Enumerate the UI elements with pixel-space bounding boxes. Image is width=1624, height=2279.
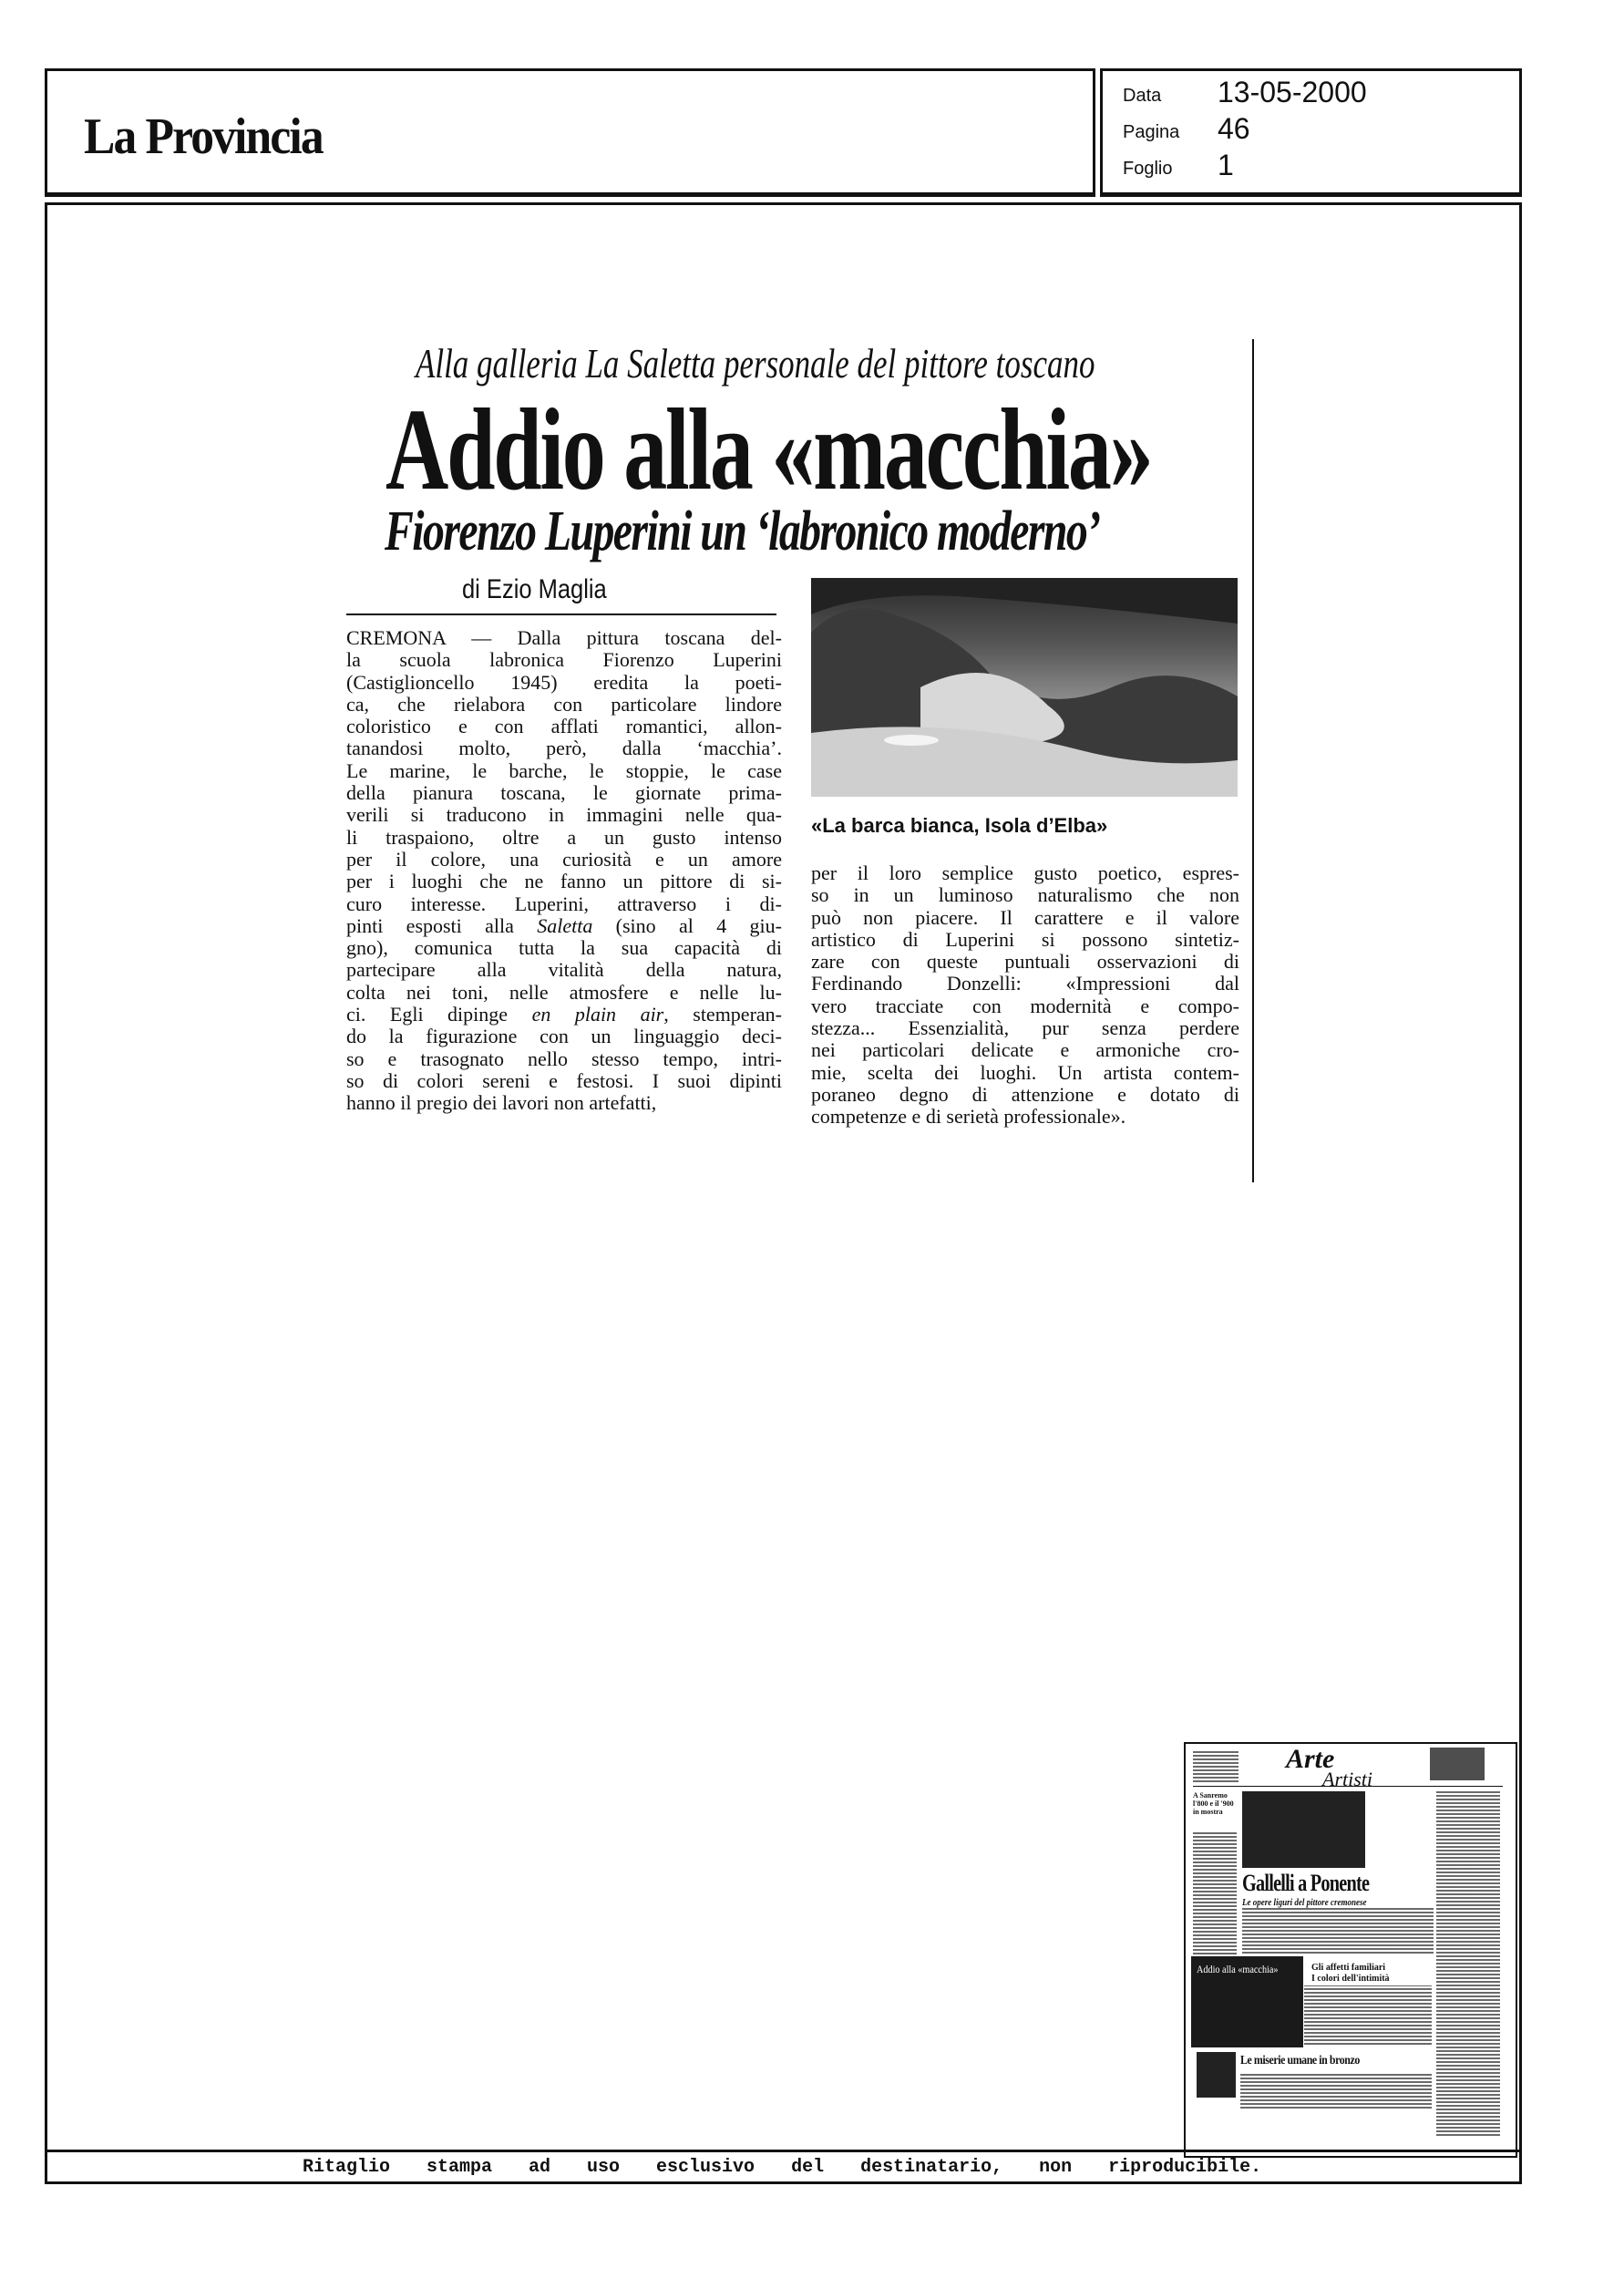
text-segment: Ferdinando Donzelli: «Impressioni dal (811, 973, 1239, 995)
text-line (811, 862, 1239, 884)
column-divider (1252, 339, 1254, 1182)
text-line (811, 884, 1239, 906)
thumb-section-title-2: Artisti (1322, 1768, 1373, 1790)
text-line (346, 649, 782, 671)
text-segment: so di colori sereni e festosi. I suoi dipinti (346, 1069, 782, 1092)
italic-text: en plain air (531, 1004, 664, 1026)
text-segment: per i luoghi che ne fanno un pittore di si- (346, 871, 782, 893)
text-segment: colta nei toni, nelle atmosfere e nelle lu- (346, 981, 782, 1004)
text-segment: per il colore, una curiosità e un amore (346, 848, 782, 871)
text-segment: vero tracciate con modernità e compo- (811, 995, 1239, 1017)
text-line (811, 907, 1239, 929)
text-segment: curo interesse. Luperini, attraverso i di- (346, 892, 782, 915)
clipping-meta-box (1100, 68, 1522, 197)
text-segment: stezza... Essenzialità, pur senza perdere (811, 1017, 1239, 1040)
text-line (811, 995, 1239, 1017)
page-label: Pagina (1123, 122, 1180, 142)
byline-divider (346, 614, 776, 615)
thumb-side-head: A Sanremo l'800 e il '900 in mostra (1193, 1791, 1234, 1816)
copyright-notice: Ritaglio stampa ad uso esclusivo del destinatario, non riproducibile. (303, 2157, 1262, 2178)
thumb-section-title-1: Arte (1286, 1744, 1335, 1774)
text-segment: ca, che rielabora con particolare lindore (346, 693, 782, 716)
text-line (346, 760, 782, 782)
text-line (346, 1092, 782, 1114)
thumb-boxed-head: Addio alla «macchia» (1197, 1963, 1279, 1975)
text-line (811, 951, 1239, 973)
text-segment: nei particolari delicate e armoniche cro- (811, 1039, 1239, 1062)
page-thumbnail (1184, 1742, 1517, 2158)
text-line (811, 929, 1239, 951)
text-line (346, 716, 782, 737)
date-label: Data (1123, 86, 1162, 106)
text-segment: mie, scelta dei luoghi. Un artista contem- (811, 1061, 1239, 1084)
text-segment: so e trasognato nello stesso tempo, intri- (346, 1047, 782, 1070)
text-segment: zare con queste puntuali osservazioni di (811, 951, 1239, 974)
thumb-main-sub: Le opere liguri del pittore cremonese (1242, 1897, 1367, 1908)
text-segment: so in un luminoso naturalismo che non (811, 884, 1239, 907)
article-column-right (811, 862, 1239, 1129)
text-segment: ci. Egli dipinge (346, 1004, 532, 1026)
text-segment: coloristico e con afflati romantici, allon- (346, 716, 782, 738)
italic-text: Saletta (537, 914, 593, 937)
text-segment: hanno il pregio dei lavori non artefatti, (346, 1092, 657, 1115)
text-line (346, 627, 782, 649)
article-column-left (346, 627, 782, 1115)
text-segment: tanandosi molto, però, dalla ‘macchia’. (346, 737, 782, 760)
text-line (346, 871, 782, 892)
text-segment: gno), comunica tutta la sua capacità di (346, 937, 782, 960)
page-value: 46 (1218, 112, 1250, 145)
text-line (346, 1070, 782, 1092)
text-line (811, 1017, 1239, 1039)
text-line (811, 1062, 1239, 1084)
text-line (811, 1106, 1239, 1128)
text-line (346, 782, 782, 804)
footer-bar (45, 2150, 1522, 2184)
article-byline: di Ezio Maglia (462, 574, 607, 604)
text-segment: pinti esposti alla (346, 914, 538, 937)
text-line (346, 672, 782, 694)
text-segment: poraneo degno di attenzione e dotato di (811, 1083, 1239, 1106)
article-kicker: Alla galleria La Saletta personale del pittore toscano (416, 340, 1095, 387)
text-line (346, 937, 782, 959)
text-segment: (sino al 4 giu- (592, 914, 782, 937)
text-line (346, 959, 782, 981)
text-line (811, 1084, 1239, 1106)
article-subtitle: Fiorenzo Luperini un ‘labronico moderno’ (385, 500, 1100, 562)
text-segment: partecipare alla vitalità della natura, (346, 959, 782, 982)
masthead-box (45, 68, 1095, 197)
text-line (346, 737, 782, 759)
thumb-mid-head-2: I colori dell'intimità (1311, 1974, 1390, 1984)
text-segment: artistico di Luperini si possono sintetiz- (811, 928, 1239, 951)
date-value: 13-05-2000 (1218, 76, 1367, 108)
text-segment: Le marine, le barche, le stoppie, le case (346, 759, 782, 782)
text-segment: può non piacere. Il carattere e il valore (811, 906, 1239, 929)
thumb-bottom-head: Le miserie umane in bronzo (1240, 2054, 1360, 2068)
text-line (346, 804, 782, 826)
text-segment: per il loro semplice gusto poetico, espres- (811, 862, 1239, 884)
text-line (346, 1026, 782, 1047)
text-line (346, 893, 782, 915)
text-segment: CREMONA — Dalla pittura toscana del- (346, 627, 782, 649)
text-line (346, 982, 782, 1004)
sheet-value: 1 (1218, 149, 1234, 181)
text-line (811, 1039, 1239, 1061)
sheet-label: Foglio (1123, 159, 1173, 179)
text-segment: , stemperan- (663, 1004, 782, 1026)
text-segment: li traspaiono, oltre a un gusto intenso (346, 826, 782, 849)
article-photo (811, 578, 1238, 797)
article-headline: Addio alla «macchia» (385, 385, 1152, 514)
text-line (346, 694, 782, 716)
seascape-image (811, 578, 1238, 797)
text-segment: do la figurazione con un linguaggio deci- (346, 1026, 782, 1048)
text-segment: della pianura toscana, le giornate prima- (346, 782, 782, 805)
text-line (346, 1048, 782, 1070)
text-line (346, 915, 782, 937)
text-line (346, 827, 782, 849)
text-segment: competenze e di serietà professionale». (811, 1106, 1126, 1129)
thumb-main-head: Gallelli a Ponente (1242, 1870, 1370, 1896)
photo-caption: «La barca bianca, Isola d’Elba» (811, 814, 1108, 837)
text-line (346, 1004, 782, 1026)
newspaper-name: La Provincia (84, 108, 323, 165)
text-segment: verili si traducono in immagini nelle qua- (346, 804, 782, 827)
text-line (346, 849, 782, 871)
text-segment: la scuola labronica Fiorenzo Luperini (346, 649, 782, 672)
text-segment: (Castiglioncello 1945) eredita la poeti- (346, 671, 782, 694)
text-line (811, 973, 1239, 995)
thumb-mid-head-1: Gli affetti familiari (1311, 1963, 1386, 1973)
